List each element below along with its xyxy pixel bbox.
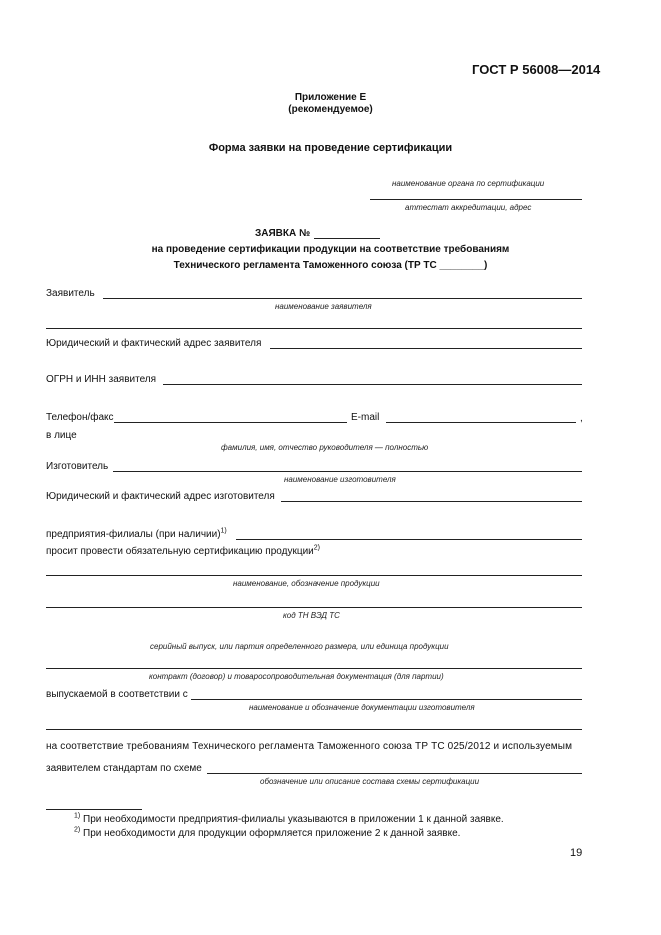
manufacturer-label: Изготовитель	[46, 461, 109, 472]
tnved-caption: код ТН ВЭД ТС	[283, 611, 340, 620]
page-number: 19	[570, 847, 583, 859]
applicant-address-label: Юридический и фактический адрес заявителя	[46, 338, 262, 349]
manufacturer-input[interactable]	[113, 471, 582, 472]
scheme-label: заявителем стандартам по схеме	[46, 763, 202, 774]
form-title: Форма заявки на проведение сертификации	[208, 142, 453, 154]
branches-footnote-mark: 1)	[220, 527, 227, 535]
branches-input[interactable]	[236, 539, 582, 540]
footnote-2: $^{2)}$ При необходимости для продукции оформляется приложение 2 к данной заявке.	[74, 826, 461, 839]
serial-caption: серийный выпуск, или партия определенного размера, или единица продукции	[150, 642, 449, 651]
person-caption: фамилия, имя, отчество руководителя — полностью	[221, 443, 429, 452]
compliance-text: на соответствие требованиям Технического регламента Таможенного союза ТР ТС 025/2012 и используемым	[46, 741, 573, 752]
scheme-input[interactable]	[207, 773, 582, 774]
applicant-caption: наименование заявителя	[275, 302, 372, 311]
produced-by-label: выпускаемой в соответствии с	[46, 689, 188, 700]
tnved-input[interactable]	[46, 607, 582, 608]
scheme-caption: обозначение или описание состава схемы сертификации	[260, 777, 480, 786]
produced-by-input[interactable]	[191, 699, 582, 700]
ogrn-inn-label: ОГРН и ИНН заявителя	[46, 374, 157, 385]
manufacturer-address-label: Юридический и фактический адрес изготовителя	[46, 491, 275, 502]
phone-fax-label: Телефон/факс	[46, 412, 114, 423]
product-input[interactable]	[46, 575, 582, 576]
docs-caption: наименование и обозначение документации изготовителя	[249, 703, 475, 712]
application-title: ЗАЯВКА №	[255, 228, 311, 239]
contract-input[interactable]	[46, 668, 582, 669]
ogrn-inn-input[interactable]	[163, 384, 582, 385]
contract-caption: контракт (договор) и товаросопроводительная документация (для партии)	[149, 672, 444, 681]
recipient-caption-top: наименование органа по сертификации	[392, 179, 545, 188]
application-subtitle: на проведение сертификации продукции на соответствие требованиям	[151, 244, 510, 255]
application-regulation: Технического регламента Таможенного союза (ТР ТС ________)	[173, 260, 488, 271]
email-label: E-mail	[351, 412, 380, 423]
manufacturer-caption: наименование изготовителя	[284, 475, 396, 484]
applicant-label: Заявитель	[46, 288, 95, 299]
request-text: просит провести обязательную сертификацию продукции$^{2)}$	[46, 544, 320, 557]
standard-number: ГОСТ Р 56008—2014	[472, 62, 601, 77]
footnote-1: $^{1)}$ При необходимости предприятия-филиалы указываются в приложении 1 к данной заявке.	[74, 812, 504, 825]
request-footnote-mark: 2)	[313, 544, 320, 552]
appendix-title: Приложение Е	[294, 92, 367, 103]
manufacturer-address-input[interactable]	[281, 501, 582, 502]
in-person-label: в лице	[46, 430, 77, 441]
appendix-status: (рекомендуемое)	[288, 104, 373, 115]
recipient-line	[370, 199, 582, 200]
product-caption: наименование, обозначение продукции	[233, 579, 380, 588]
recipient-caption-bottom: аттестат аккредитации, адрес	[405, 203, 532, 212]
footnote-separator	[46, 809, 142, 810]
applicant-address-input[interactable]	[270, 348, 582, 349]
branches-label: предприятия-филиалы (при наличии)$^{1)}$	[46, 527, 227, 540]
docs-extra-line[interactable]	[46, 729, 582, 730]
application-number-line	[314, 238, 380, 239]
phone-fax-input[interactable]	[114, 422, 347, 423]
email-input[interactable]	[386, 422, 576, 423]
applicant-input[interactable]	[103, 298, 582, 299]
email-comma: ,	[580, 413, 583, 424]
applicant-extra-line[interactable]	[46, 328, 582, 329]
